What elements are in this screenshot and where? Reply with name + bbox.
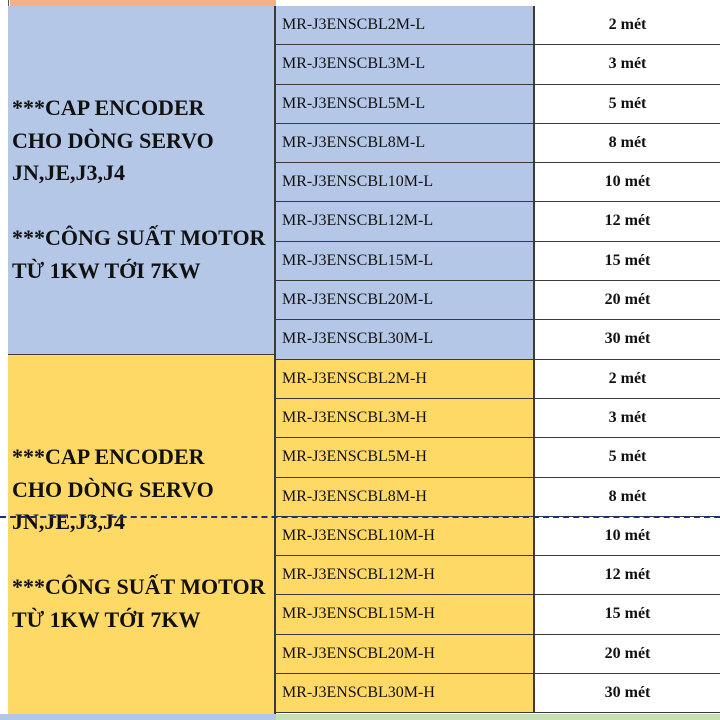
- merged-description-cell-l[interactable]: [8, 6, 276, 355]
- part-code-cell[interactable]: MR-J3ENSCBL12M-L: [276, 202, 535, 240]
- part-code-cell[interactable]: MR-J3ENSCBL2M-L: [276, 6, 535, 44]
- merged-description-cell-h[interactable]: [8, 355, 276, 715]
- table-row: [276, 399, 720, 438]
- length-cell[interactable]: 5 mét: [535, 85, 720, 123]
- length-cell[interactable]: 10 mét: [535, 163, 720, 201]
- part-code-cell[interactable]: MR-J3ENSCBL3M-H: [276, 399, 535, 437]
- table-row: [276, 674, 720, 713]
- part-code-cell[interactable]: MR-J3ENSCBL15M-L: [276, 242, 535, 280]
- cable-description-l: ***CAP ENCODER CHO DÒNG SERVO JN,JE,J3,J4 ***CÔNG SUẤT MOTOR TỪ 1KW TỚI 7KW: [12, 95, 266, 283]
- cable-table: [276, 6, 720, 713]
- part-code-cell[interactable]: MR-J3ENSCBL15M-H: [276, 595, 535, 633]
- length-cell[interactable]: 15 mét: [535, 595, 720, 633]
- length-cell[interactable]: 5 mét: [535, 438, 720, 476]
- part-code-cell[interactable]: MR-J3ENSCBL20M-L: [276, 281, 535, 319]
- part-code-cell[interactable]: MR-J3ENSCBL10M-L: [276, 163, 535, 201]
- length-cell[interactable]: 8 mét: [535, 124, 720, 162]
- table-row: [276, 360, 720, 399]
- table-row: [276, 163, 720, 202]
- length-cell[interactable]: 15 mét: [535, 242, 720, 280]
- part-code-cell[interactable]: MR-J3ENSCBL2M-H: [276, 360, 535, 398]
- table-row: [276, 281, 720, 320]
- part-code-cell[interactable]: MR-J3ENSCBL5M-L: [276, 85, 535, 123]
- table-row: [276, 438, 720, 477]
- table-row: [276, 202, 720, 241]
- table-row: [276, 85, 720, 124]
- table-row: [276, 595, 720, 634]
- length-cell[interactable]: 3 mét: [535, 399, 720, 437]
- table-row: [276, 517, 720, 556]
- table-row: [276, 556, 720, 595]
- part-code-cell[interactable]: MR-J3ENSCBL10M-H: [276, 517, 535, 555]
- cable-description-h: ***CAP ENCODER CHO DÒNG SERVO JN,JE,J3,J4 ***CÔNG SUẤT MOTOR TỪ 1KW TỚI 7KW: [12, 444, 266, 632]
- table-row: [276, 320, 720, 359]
- length-cell[interactable]: 2 mét: [535, 6, 720, 44]
- length-cell[interactable]: 30 mét: [535, 320, 720, 358]
- table-row: [276, 124, 720, 163]
- table-row: [276, 478, 720, 517]
- length-cell[interactable]: 30 mét: [535, 674, 720, 712]
- part-code-cell[interactable]: MR-J3ENSCBL12M-H: [276, 556, 535, 594]
- page-break-line: [0, 516, 720, 518]
- table-row: [276, 635, 720, 674]
- part-code-cell[interactable]: MR-J3ENSCBL8M-H: [276, 478, 535, 516]
- length-cell[interactable]: 2 mét: [535, 360, 720, 398]
- part-code-cell[interactable]: MR-J3ENSCBL5M-H: [276, 438, 535, 476]
- length-cell[interactable]: 10 mét: [535, 517, 720, 555]
- length-cell[interactable]: 20 mét: [535, 635, 720, 673]
- length-cell[interactable]: 20 mét: [535, 281, 720, 319]
- table-row: [276, 45, 720, 84]
- part-code-cell[interactable]: MR-J3ENSCBL30M-L: [276, 320, 535, 358]
- table-row: [276, 6, 720, 45]
- length-cell[interactable]: 12 mét: [535, 556, 720, 594]
- table-row: [276, 242, 720, 281]
- part-code-cell[interactable]: MR-J3ENSCBL30M-H: [276, 674, 535, 712]
- length-cell[interactable]: 8 mét: [535, 478, 720, 516]
- part-code-cell[interactable]: MR-J3ENSCBL8M-L: [276, 124, 535, 162]
- length-cell[interactable]: 3 mét: [535, 45, 720, 83]
- length-cell[interactable]: 12 mét: [535, 202, 720, 240]
- part-code-cell[interactable]: MR-J3ENSCBL3M-L: [276, 45, 535, 83]
- next-row-strip: [0, 714, 720, 720]
- part-code-cell[interactable]: MR-J3ENSCBL20M-H: [276, 635, 535, 673]
